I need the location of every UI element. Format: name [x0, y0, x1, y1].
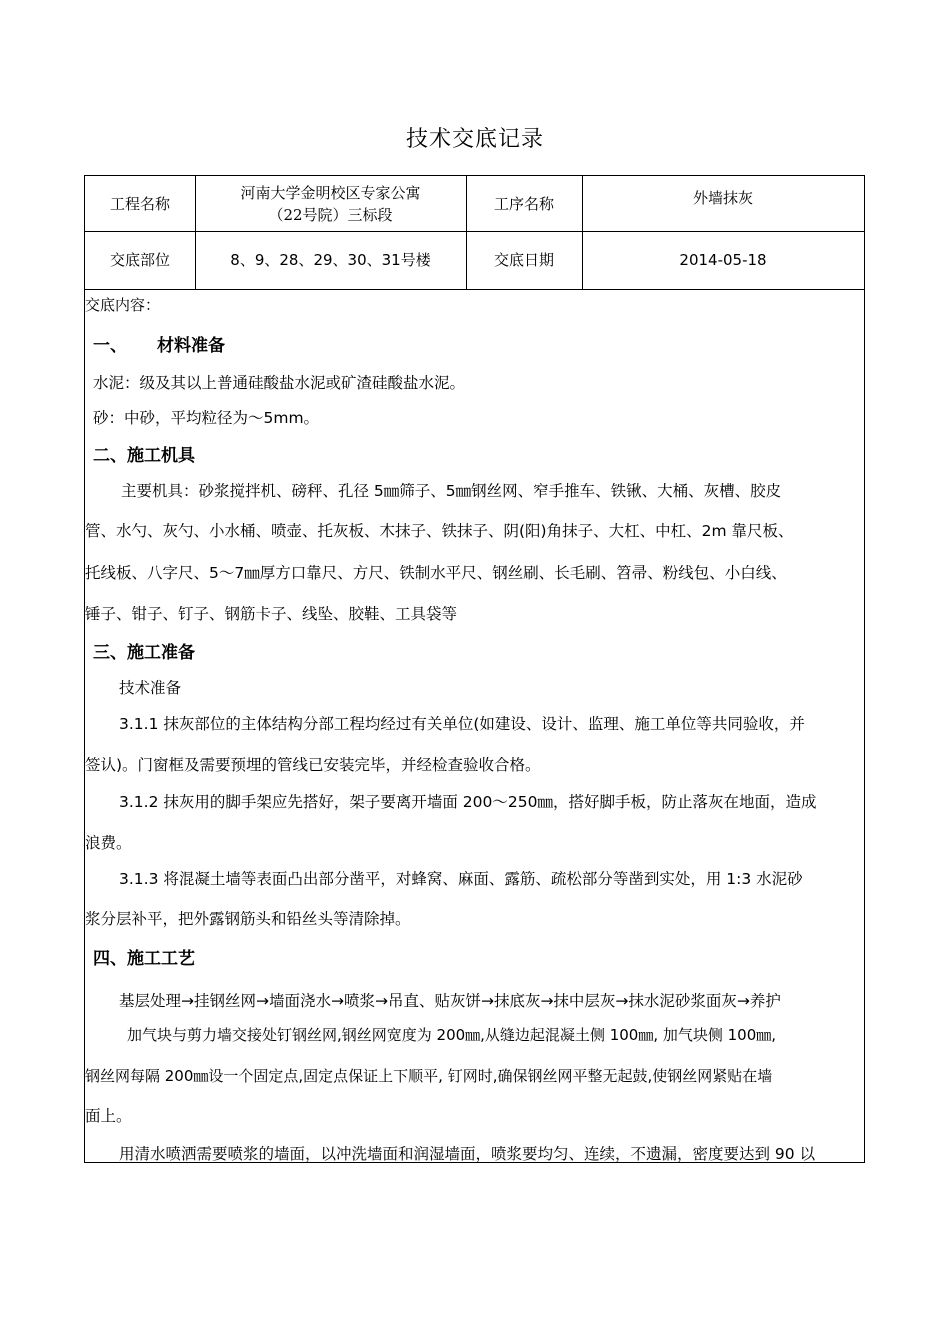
project-name-line2: （22号院）三标段 [268, 205, 393, 224]
section-1-number: 一、 [93, 336, 127, 356]
content-intro: 交底内容： [85, 296, 161, 314]
section-1-para-1: 水泥：级及其以上普通硅酸盐水泥或矿渣硅酸盐水泥。 [93, 374, 466, 392]
section-1-heading [93, 331, 225, 356]
document-title: 技术交底记录 [405, 127, 544, 152]
disclosure-table [84, 175, 865, 1163]
project-name-line1: 河南大学金明校区专家公寓 [240, 183, 421, 202]
section-4-line-2: 钢丝网每隔 200㎜设一个固定点,固定点保证上下顺平, 钉网时,确保钢丝网平整无起鼓,使钢丝网紧贴在墙 [85, 1067, 773, 1085]
section-1-title: 材料准备 [157, 336, 225, 356]
section-2-heading: 二、施工机具 [93, 446, 195, 466]
section-3-line-4: 浪费。 [85, 834, 132, 852]
section-1-para-2: 砂：中砂，平均粒径为～5mm。 [93, 409, 320, 427]
date-value: 2014-05-18 [679, 251, 767, 269]
section-4-line-1: 加气块与剪力墙交接处钉钢丝网,钢丝网宽度为 200㎜,从缝边起混凝土侧 100㎜, 加气块侧 100㎜, [127, 1026, 777, 1044]
section-2-line-3: 托线板、八字尺、5～7㎜厚方口靠尺、方尺、铁制水平尺、钢丝刷、长毛刷、笤帚、粉线包、小白线、 [85, 564, 787, 582]
section-4-flow: 基层处理→挂钢丝网→墙面浇水→喷浆→吊直、贴灰饼→抹底灰→抹中层灰→抹水泥砂浆面灰→养护 [119, 992, 781, 1010]
project-label: 工程名称 [109, 194, 170, 213]
section-3-line-6: 浆分层补平，把外露钢筋头和铅丝头等清除掉。 [85, 910, 411, 928]
section-3-line-3: 3.1.2 抹灰用的脚手架应先搭好，架子要离开墙面 200～250㎜，搭好脚手板，防止落灰在地面，造成 [119, 793, 817, 811]
section-3-line-5: 3.1.3 将混凝土墙等表面凸出部分凿平，对蜂窝、麻面、露筋、疏松部分等凿到实处，用 1:3 水泥砂 [119, 870, 803, 888]
section-4-line-4: 用清水喷洒需要喷浆的墙面，以冲洗墙面和润湿墙面，喷浆要均匀、连续，不遗漏，密度要达到 90 以 [119, 1145, 816, 1163]
section-3-line-2: 签认)。门窗框及需要预埋的管线已安装完毕，并经检查验收合格。 [85, 756, 541, 774]
date-label: 交底日期 [493, 251, 554, 269]
section-3-subheading: 技术准备 [119, 679, 182, 697]
section-3-heading: 三、施工准备 [93, 643, 195, 663]
location-value: 8、9、28、29、30、31号楼 [230, 251, 431, 269]
process-label: 工序名称 [493, 194, 554, 213]
section-2-line-1: 主要机具：砂浆搅拌机、磅秤、孔径 5㎜筛子、5㎜钢丝网、窄手推车、铁锹、大桶、灰槽、胶皮 [121, 482, 782, 500]
location-label: 交底部位 [109, 251, 170, 269]
project-name [195, 176, 466, 231]
row-divider [85, 289, 864, 290]
section-2-line-4: 锤子、钳子、钉子、钢筋卡子、线坠、胶鞋、工具袋等 [85, 605, 458, 623]
process-name: 外墙抹灰 [692, 189, 753, 207]
section-3-line-1: 3.1.1 抹灰部位的主体结构分部工程均经过有关单位(如建设、设计、监理、施工单位等共同验收，并 [119, 715, 805, 733]
section-4-heading: 四、施工工艺 [93, 949, 195, 969]
section-4-line-3: 面上。 [85, 1107, 132, 1125]
section-2-line-2: 管、水勺、灰勺、小水桶、喷壶、托灰板、木抹子、铁抹子、阴(阳)角抹子、大杠、中杠、2m 靠尺板、 [85, 522, 794, 540]
